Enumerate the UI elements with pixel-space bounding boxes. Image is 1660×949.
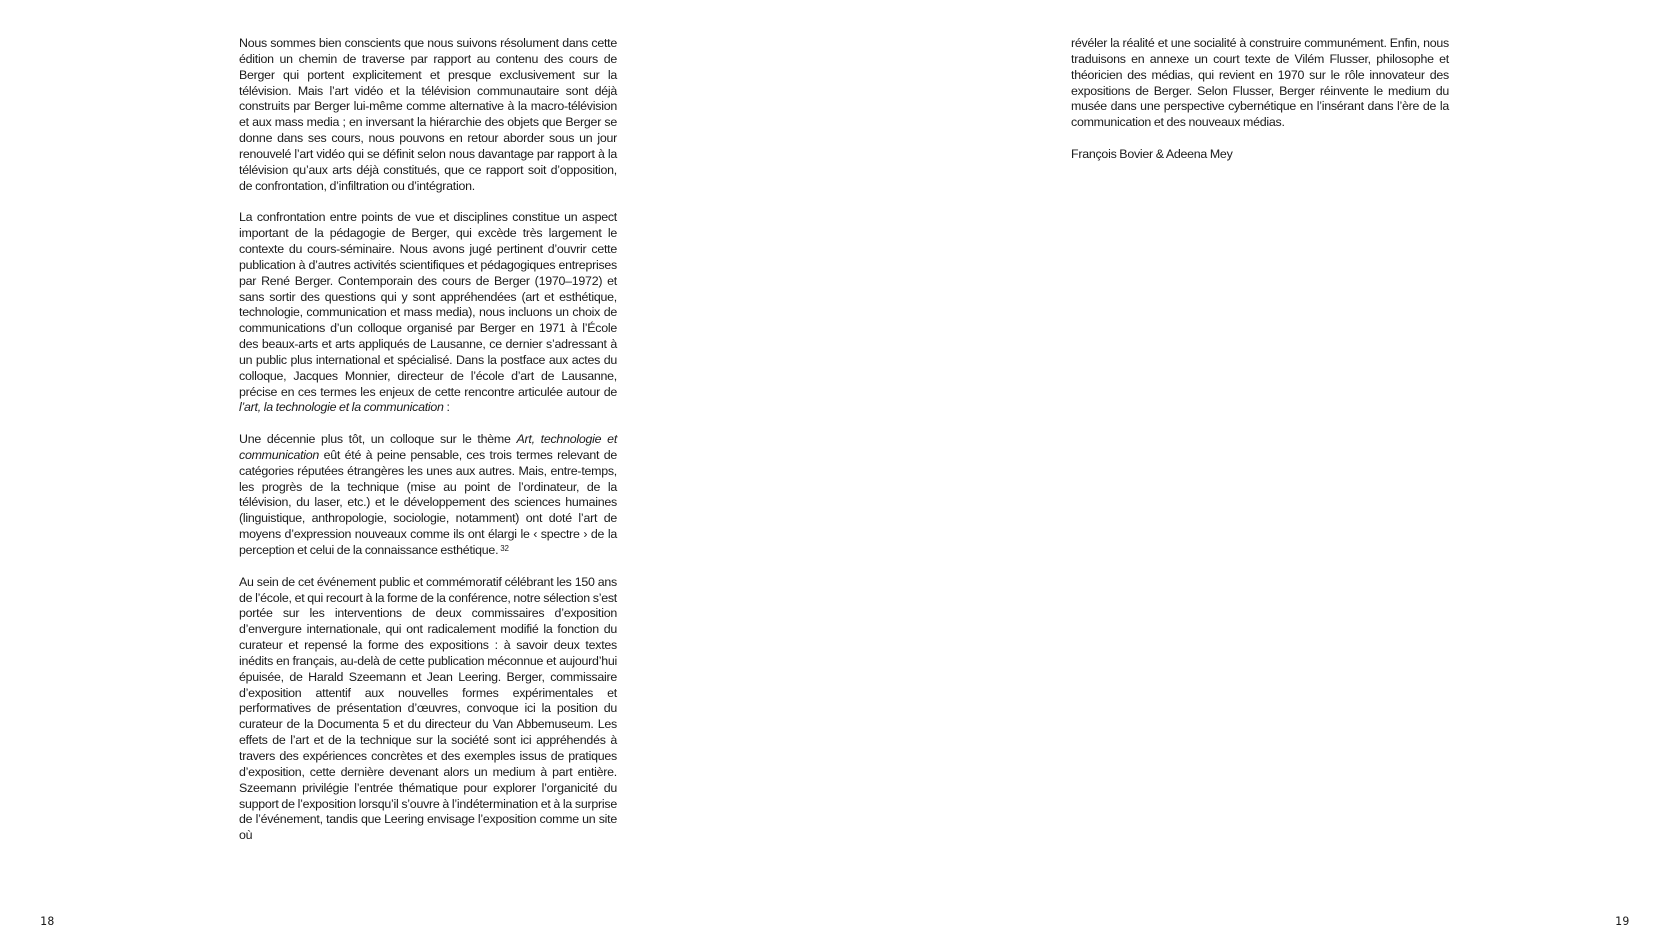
- page-number-right: 19: [1615, 914, 1630, 928]
- right-page: [830, 0, 1660, 949]
- left-paragraph-2-emphasis: l’art, la technologie et la communication: [239, 400, 444, 415]
- right-paragraph-1: révéler la réalité et une socialité à construire communément. Enfin, nous traduisons en annexe un court texte de Vilém Flusser, philosophe et théoricien des médias, qui revient en 1970 sur le rôle innovateur des expositions de Berger. Selon Flusser, Berger réinvente le medium du musée dans une perspective cybernétique en l’insérant dans l’ère de la communication et des nouveaux médias.: [1071, 36, 1449, 130]
- left-paragraph-1: Nous sommes bien conscients que nous suivons résolument dans cette édition un chemin de traverse par rapport au contenu des cours de Berger qui portent explicitement et presque exclusivement sur la télévision. Mais l’art vidéo et la télévision communautaire sont déjà construits par Berger lui-même comme alternative à la macro-télévision et aux mass media ; en inversant la hiérarchie des objets que Berger se donne dans ses cours, nous pouvons en retour aborder sous un jour renouvelé l’art vidéo qui se définit selon nous davantage par rapport à la télévision qu’aux arts déjà constitués, que ce rapport soit d’opposition, de confrontation, d’infiltration ou d’intégration.: [239, 36, 617, 193]
- page-number-left: 18: [40, 914, 55, 928]
- block-quote: [239, 432, 617, 559]
- left-paragraph-2-main: La confrontation entre points de vue et disciplines constitue un aspect important de la pédagogie de Berger, qui excède très largement le contexte du cours-séminaire. Nous avons jugé pertinent d’ouvrir cette publication à d’autres activités scientifiques et pédagogiques entreprises par René Berger. Contemporain des cours de Berger (1970–1972) et sans sortir des questions qui y sont appréhendées (art et esthétique, technologie, communication et mass media), nous incluons un choix de communications d’un colloque organisé par Berger en 1971 à l’École des beaux-arts et arts appliqués de Lausanne, ce dernier s’adressant à un public plus international et spécialisé. Dans la postface aux actes du colloque, Jacques Monnier, directeur de l’école d’art de Lausanne, précise en ces termes les enjeux de cette rencontre articulée autour de: [239, 210, 617, 399]
- block-quote-rest: eût été à peine pensable, ces trois termes relevant de catégories réputées étrangères les unes aux autres. Mais, entre-temps, les progrès de la technique (mise au point de l’ordinateur, de la télévision, du laser, etc.) et le développement des sciences humaines (linguistique, anthropologie, sociologie, notamment) ont doté l’art de moyens d’expression nouveaux comme ils ont élargi le ‹ spectre › de la perception et celui de la connaissance esthétique.: [239, 447, 617, 557]
- left-paragraph-3: Au sein de cet événement public et commémoratif célébrant les 150 ans de l’école, et qui recourt à la forme de la conférence, notre sélection s’est portée sur les interventions de deux commissaires d’exposition d’envergure internationale, qui ont radicalement modifié la fonction du curateur et repensé la forme des expositions : à savoir deux textes inédits en français, au-delà de cette publication méconnue et aujourd’hui épuisée, de Harald Szeemann et Jean Leering. Berger, commissaire d’exposition attentif aux nouvelles formes expérimentales et performatives de présentation d’œuvres, convoque ici la position du curateur de la Documenta 5 et du directeur du Van Abbemuseum. Les effets de l’art et de la technique sur la société sont ici appréhendés à travers des expériences concrètes et des exemples issus de pratiques d’exposition, cette dernière devenant alors un medium à part entière. Szeemann privilégie l’entrée thématique pour explorer l’organicité du support de l’exposition lorsqu’il s’ouvre à l’indétermination et à la surprise de l’événement, tandis que Leering envisage l’exposition comme un site où: [239, 574, 617, 843]
- block-quote-start: Une décennie plus tôt, un colloque sur le thème: [239, 432, 517, 447]
- authors-signature: François Bovier & Adeena Mey: [1071, 146, 1233, 161]
- block-quote-emphasis: Art, technologie et communication: [239, 432, 618, 462]
- left-paragraph-2: [239, 210, 617, 416]
- right-text-column: [1071, 36, 1449, 179]
- left-paragraph-2-end: :: [443, 400, 450, 415]
- left-text-column: [239, 36, 617, 844]
- footnote-reference: 32: [500, 544, 509, 553]
